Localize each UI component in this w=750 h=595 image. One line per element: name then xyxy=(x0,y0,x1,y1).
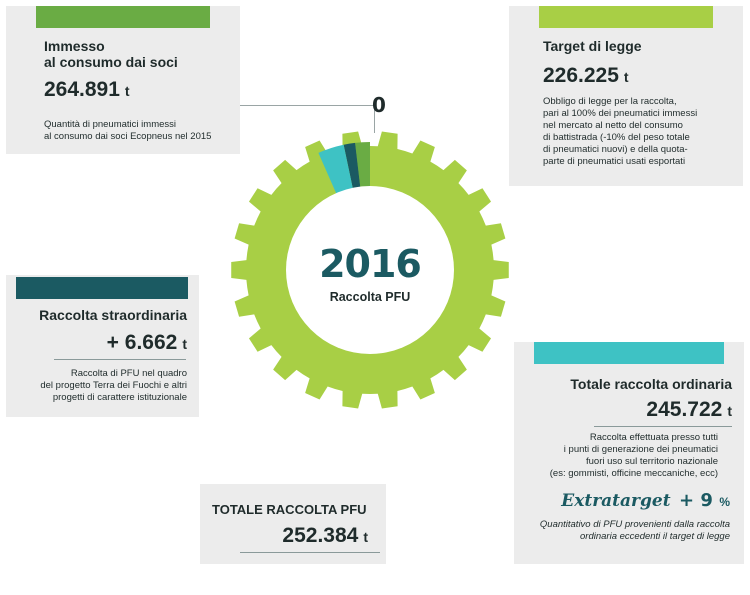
center-label: Raccolta PFU xyxy=(329,290,411,304)
card-ordinaria-desc-line: Raccolta effettuata presso tutti xyxy=(589,432,718,443)
card-ordinaria-desc xyxy=(550,432,718,480)
card-totale-value xyxy=(282,524,368,548)
card-immesso-desc-line1: Quantità di pneumatici immessi xyxy=(44,119,176,130)
card-totale-number: 252.384 xyxy=(282,524,359,547)
card-totale-rule xyxy=(240,552,380,553)
card-immesso-title-line2: al consumo dai soci xyxy=(44,54,178,70)
card-straordinaria-number: + 6.662 xyxy=(106,331,178,354)
zero-marker: 0 xyxy=(372,93,386,117)
card-target-unit: t xyxy=(623,69,629,85)
card-straordinaria xyxy=(6,275,199,417)
card-ordinaria-title: Totale raccolta ordinaria xyxy=(570,376,732,392)
card-ordinaria-bar xyxy=(534,342,724,364)
card-immesso-number: 264.891 xyxy=(44,78,120,101)
card-totale xyxy=(200,484,386,564)
card-ordinaria-extratarget-desc xyxy=(540,519,730,543)
extratarget-desc-line: Quantitativo di PFU provenienti dalla raccolta xyxy=(539,519,730,530)
card-target-title: Target di legge xyxy=(543,38,642,54)
card-ordinaria-value xyxy=(646,398,732,422)
card-immesso-desc-line2: al consumo dai soci Ecopneus nel 2015 xyxy=(44,131,212,142)
card-target-number: 226.225 xyxy=(543,64,619,87)
card-ordinaria-desc-line: i punti di generazione dei pneumatici xyxy=(563,444,718,455)
card-straordinaria-rule xyxy=(54,359,186,360)
card-straordinaria-unit: t xyxy=(182,336,187,352)
card-ordinaria-number: 245.722 xyxy=(646,398,723,421)
card-ordinaria xyxy=(514,342,744,564)
card-ordinaria-extratarget xyxy=(561,490,730,511)
card-ordinaria-desc-line: fuori uso sul territorio nazionale xyxy=(585,456,718,467)
center-year: 2016 xyxy=(319,242,421,286)
card-ordinaria-unit: t xyxy=(727,403,732,419)
card-straordinaria-desc-line: Raccolta di PFU nel quadro xyxy=(70,368,187,379)
card-straordinaria-desc-line: progetti di carattere istituzionale xyxy=(52,392,187,403)
card-straordinaria-desc xyxy=(40,368,187,404)
card-target-desc-line: di battistrada (-10% del peso totale xyxy=(543,132,690,143)
card-target-value xyxy=(543,64,629,88)
card-target xyxy=(509,6,743,186)
card-target-desc-line: di pneumatici nuovi) e della quota- xyxy=(543,144,688,155)
card-straordinaria-bar xyxy=(16,277,188,299)
extratarget-value: + 9 xyxy=(679,490,713,511)
card-target-desc-line: parte di pneumatici usati esportati xyxy=(543,156,686,167)
card-immesso-title-line1: Immesso xyxy=(44,38,105,54)
card-immesso xyxy=(6,6,240,154)
card-straordinaria-desc-line: del progetto Terra dei Fuochi e altri xyxy=(40,380,187,391)
card-immesso-value xyxy=(44,78,130,102)
extratarget-desc-line: ordinaria eccedenti il target di legge xyxy=(580,531,730,542)
card-ordinaria-desc-line: (es: gommisti, officine meccaniche, ecc) xyxy=(549,468,718,479)
card-target-desc-line: pari al 100% dei pneumatici immessi xyxy=(543,108,698,119)
card-target-desc-line: nel mercato al netto del consumo xyxy=(543,120,683,131)
card-immesso-bar xyxy=(36,6,210,28)
card-target-desc xyxy=(543,96,697,168)
card-straordinaria-title: Raccolta straordinaria xyxy=(39,307,187,323)
card-target-desc-line: Obbligo di legge per la raccolta, xyxy=(543,96,677,107)
extratarget-unit: % xyxy=(719,495,730,509)
card-totale-unit: t xyxy=(363,529,368,545)
card-totale-title: TOTALE RACCOLTA PFU xyxy=(212,502,367,517)
card-target-bar xyxy=(539,6,713,28)
card-straordinaria-value xyxy=(107,331,187,355)
card-immesso-unit: t xyxy=(124,83,130,99)
card-ordinaria-rule xyxy=(594,426,732,427)
extratarget-label: Extratarget xyxy=(561,491,671,511)
